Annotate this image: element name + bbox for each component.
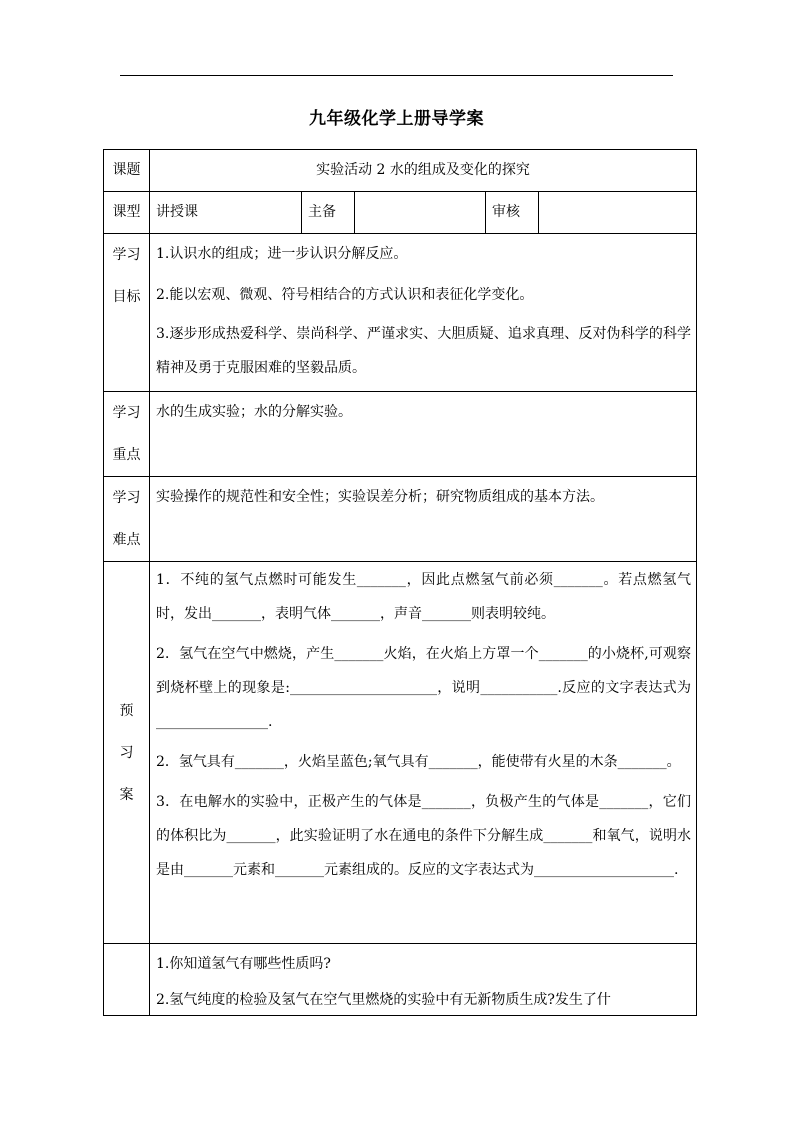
goals-content <box>150 234 697 392</box>
difficult-label-line-1: 学习 <box>112 490 141 506</box>
goal-item: 2.能以宏观、微观、符号相结合的方式认识和表征化学变化。 <box>156 287 534 303</box>
type-value: 讲授课 <box>150 192 302 234</box>
preview-item: 1．不纯的氢气点燃时可能发生_______，因此点燃氢气前必须_______。若点燃氢气时，发出_______，表明气体_______，声音_______则表明较纯。 <box>156 572 692 622</box>
header-rule <box>120 75 673 76</box>
preview-label <box>104 562 150 944</box>
preview-item: 2．氢气在空气中燃烧，产生_______火焰，在火焰上方罩一个_______的小烧杯,可观察到烧杯壁上的现象是:_____________________，说明___________.反应的文字表达式为________________. <box>156 646 692 730</box>
inquiry-content <box>150 944 697 1016</box>
review-value <box>539 192 697 234</box>
row-inquiry <box>104 944 697 1016</box>
inquiry-item: 2.氢气纯度的检验及氢气在空气里燃烧的实验中有无新物质生成?发生了什 <box>156 992 611 1008</box>
goals-label-line-2: 目标 <box>112 289 141 305</box>
difficult-label <box>104 477 150 562</box>
goal-item: 3.逐步形成热爱科学、崇尚科学、严谨求实、大胆质疑、追求真理、反对伪科学的科学精神及勇于克服困难的坚毅品质。 <box>156 326 692 376</box>
row-topic <box>104 150 697 192</box>
topic-label: 课题 <box>104 150 150 192</box>
preview-label-line-1: 预 <box>119 702 134 719</box>
difficult-text: 实验操作的规范性和安全性；实验误差分析；研究物质组成的基本方法。 <box>156 489 604 505</box>
preview-item: 3．在电解水的实验中，正极产生的气体是_______，负极产生的气体是_______，它们的体积比为_______，此实验证明了水在通电的条件下分解生成_______和氧气，说明水是由_______元素和_______元素组成的。反应的文字表达式为____________________. <box>156 794 692 878</box>
key-label <box>104 392 150 477</box>
preview-content <box>150 562 697 944</box>
inquiry-item: 1.你知道氢气有哪些性质吗? <box>156 956 331 972</box>
difficult-content <box>150 477 697 562</box>
page-title: 九年级化学上册导学案 <box>309 109 484 129</box>
key-label-line-1: 学习 <box>112 405 141 421</box>
row-key-points <box>104 392 697 477</box>
preview-item: 2．氢气具有_______，火焰呈蓝色;氧气具有_______，能使带有火星的木条_______。 <box>156 754 681 770</box>
goal-item: 1.认识水的组成；进一步认识分解反应。 <box>156 246 408 262</box>
row-goals <box>104 234 697 392</box>
preview-label-line-2: 习 <box>119 744 134 761</box>
inquiry-label <box>104 944 150 1016</box>
lead-label: 主备 <box>302 192 355 234</box>
goals-label <box>104 234 150 392</box>
preview-label-line-3: 案 <box>119 786 134 803</box>
review-label: 审核 <box>486 192 539 234</box>
type-label: 课型 <box>104 192 150 234</box>
row-preview <box>104 562 697 944</box>
key-label-line-2: 重点 <box>112 447 141 463</box>
key-text: 水的生成实验；水的分解实验。 <box>156 404 352 420</box>
difficult-label-line-2: 难点 <box>112 532 141 548</box>
row-difficulties <box>104 477 697 562</box>
key-content <box>150 392 697 477</box>
topic-value: 实验活动 2 水的组成及变化的探究 <box>150 150 697 192</box>
lesson-plan-table <box>103 149 697 1016</box>
lead-value <box>355 192 486 234</box>
row-type <box>104 192 697 234</box>
goals-label-line-1: 学习 <box>112 247 141 263</box>
